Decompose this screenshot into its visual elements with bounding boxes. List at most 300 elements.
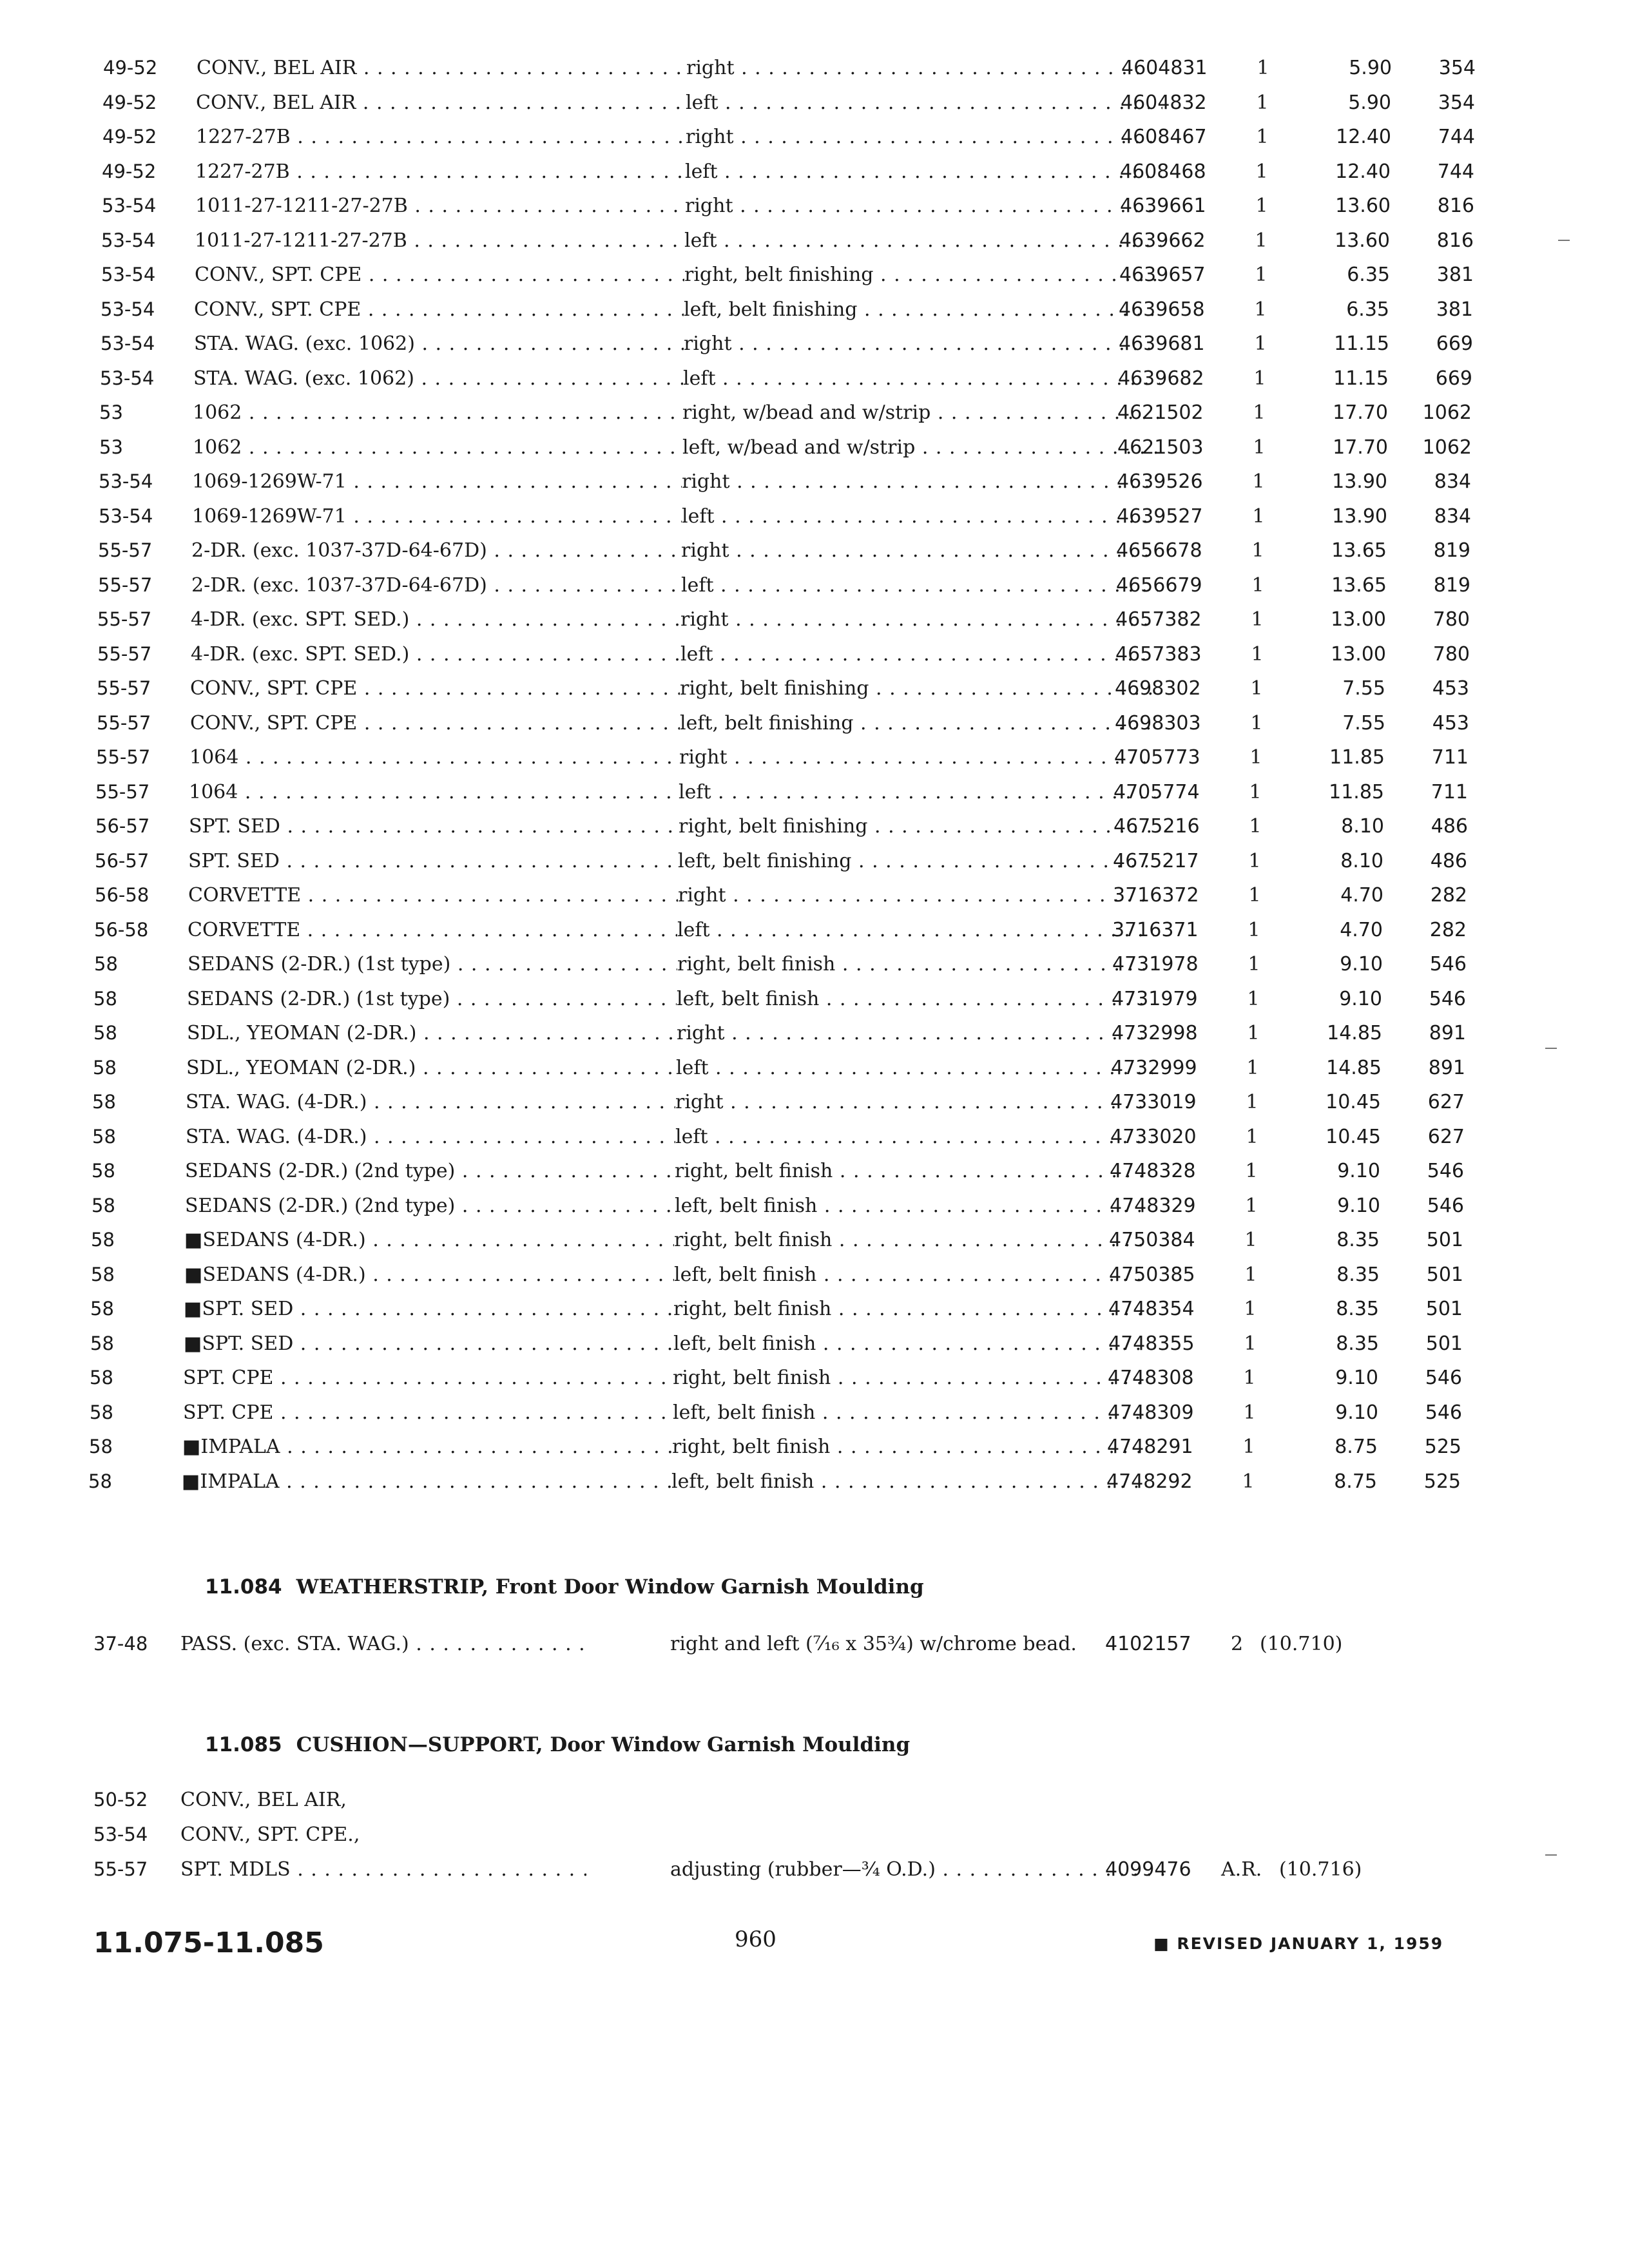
price-cell: 9.10 <box>1337 1194 1380 1217</box>
price-cell: 8.10 <box>1340 849 1383 872</box>
price-cell: 5.90 <box>1348 91 1391 114</box>
page-range: 11.075-11.085 <box>93 1927 324 1959</box>
price-code-cell: 501 <box>1426 1263 1463 1286</box>
model-cell: CONV., SPT. CPE., <box>180 1823 360 1846</box>
price-code-cell: 891 <box>1429 1022 1466 1044</box>
description-cell: right . . . <box>686 57 1163 79</box>
scan-edge-mark <box>1545 1854 1557 1856</box>
description-cell: right . . . <box>684 332 1161 355</box>
section-heading-11-085 <box>205 1733 910 1756</box>
table-row <box>87 361 1472 396</box>
year-cell: 53-54 <box>99 505 153 527</box>
description-cell: left, belt finish . . . <box>675 1195 1152 1217</box>
quantity-cell: 1 <box>1248 953 1260 975</box>
page-number: 960 <box>735 1927 776 1952</box>
year-cell: 55-57 <box>97 677 151 699</box>
description-cell: right . . . <box>681 539 1158 562</box>
year-cell: 49-52 <box>102 91 157 113</box>
table-row <box>84 671 1469 706</box>
quantity-cell: 1 <box>1251 539 1264 562</box>
price-cell: 14.85 <box>1327 1022 1382 1044</box>
part-number-cell: 4698302 <box>1115 677 1201 700</box>
table-row <box>84 602 1470 637</box>
quantity-cell: 1 <box>1255 229 1268 252</box>
price-cell: 9.10 <box>1335 1367 1378 1389</box>
price-cell: 4.70 <box>1340 884 1383 907</box>
scan-edge-mark <box>1545 1048 1557 1049</box>
part-number-cell: 4748292 <box>1106 1470 1193 1493</box>
model-cell: CONV., SPT. CPE . . . <box>195 264 684 286</box>
table-row <box>86 464 1471 499</box>
price-cell: 8.10 <box>1341 815 1384 838</box>
part-number-cell: 4608467 <box>1121 126 1207 148</box>
price-code-cell: 819 <box>1433 573 1470 597</box>
price-cell: 8.75 <box>1334 1470 1377 1493</box>
description-cell: left . . . <box>679 781 1155 803</box>
section-number: 11.084 <box>205 1575 282 1599</box>
model-cell: 2-DR. (exc. 1037-37D-64-67D) . . . <box>191 539 681 562</box>
section-title: WEATHERSTRIP, Front Door Window Garnish Moulding <box>296 1575 924 1599</box>
table-row <box>77 1360 1462 1395</box>
year-cell: 49-52 <box>103 57 158 79</box>
quantity-cell: 1 <box>1246 1125 1258 1148</box>
model-cell: ■IMPALA . . . <box>182 1470 671 1493</box>
price-code-cell: 711 <box>1431 780 1468 803</box>
part-number-cell: 4698303 <box>1115 711 1201 735</box>
year-cell: 56-58 <box>94 918 149 941</box>
table-row <box>86 499 1471 533</box>
model-cell: SDL., YEOMAN (2-DR.) . . . <box>186 1057 676 1079</box>
model-cell: SPT. CPE . . . <box>183 1367 673 1389</box>
table-row <box>88 223 1474 258</box>
year-cell: 58 <box>92 1091 116 1113</box>
price-code-cell: 1062 <box>1422 436 1472 459</box>
price-code-cell: 354 <box>1438 91 1475 114</box>
model-cell: 1064 . . . <box>189 746 679 769</box>
price-cell: 13.90 <box>1332 505 1387 528</box>
year-cell: 58 <box>94 953 118 975</box>
part-number-cell: 4731978 <box>1112 953 1199 975</box>
quantity-cell: 1 <box>1243 1401 1256 1424</box>
model-cell: SEDANS (2-DR.) (2nd type) . . . <box>185 1160 675 1182</box>
model-cell: CONV., SPT. CPE . . . <box>194 298 684 321</box>
year-cell: 58 <box>88 1470 112 1492</box>
model-cell: STA. WAG. (4-DR.) . . . <box>186 1091 675 1113</box>
quantity-cell: 1 <box>1248 918 1260 941</box>
price-code-cell: 780 <box>1432 608 1470 631</box>
description-cell: left, belt finishing . . . <box>678 850 1155 872</box>
year-cell: 53-54 <box>102 195 157 216</box>
model-cell: ■SEDANS (4-DR.) . . . <box>184 1264 674 1286</box>
model-cell: CORVETTE . . . <box>188 919 677 941</box>
price-cell: 13.00 <box>1331 608 1386 631</box>
quantity-cell: 1 <box>1247 1022 1260 1044</box>
model-cell: ■SEDANS (4-DR.) . . . <box>184 1229 674 1251</box>
table-row <box>86 395 1472 430</box>
year-cell: 49-52 <box>102 160 157 182</box>
price-cell: 13.65 <box>1331 573 1387 597</box>
part-number-cell: 4733019 <box>1110 1091 1197 1113</box>
price-code-cell: 453 <box>1432 711 1469 735</box>
part-number-cell: 4748291 <box>1107 1436 1193 1458</box>
year-cell: 58 <box>93 1056 117 1079</box>
model-cell: 1069-1269W-71 . . . <box>192 505 682 528</box>
model-cell: SPT. SED . . . <box>189 815 679 838</box>
price-code-cell: 546 <box>1425 1401 1462 1424</box>
table-row <box>85 568 1470 602</box>
price-code-cell: 780 <box>1432 642 1470 666</box>
table-row <box>79 1153 1464 1188</box>
description-cell: right . . . <box>677 1022 1153 1044</box>
price-cell: 8.35 <box>1336 1298 1379 1320</box>
model-cell: SPT. MDLS . . . <box>180 1858 586 1881</box>
price-code-cell: 501 <box>1426 1229 1463 1251</box>
description-cell: right . . . <box>679 746 1156 769</box>
part-number-cell: 4748355 <box>1108 1332 1195 1355</box>
price-cell: 8.75 <box>1335 1436 1378 1458</box>
model-cell: SEDANS (2-DR.) (1st type) . . . <box>188 953 677 975</box>
reference-cell: (10.716) <box>1279 1858 1362 1881</box>
year-cell: 58 <box>89 1436 113 1457</box>
quantity-cell: 1 <box>1248 849 1261 872</box>
table-row <box>81 981 1466 1016</box>
part-number-cell: 4099476 <box>1105 1858 1191 1881</box>
price-code-cell: 546 <box>1429 987 1466 1010</box>
part-number-cell: 4748309 <box>1108 1401 1194 1424</box>
table-row <box>90 119 1475 154</box>
price-cell: 13.60 <box>1335 195 1391 217</box>
part-number-cell: 4656679 <box>1116 573 1202 597</box>
year-cell: 53-54 <box>101 298 155 320</box>
model-cell: SDL., YEOMAN (2-DR.) . . . <box>187 1022 677 1044</box>
quantity-cell: 1 <box>1246 1056 1259 1079</box>
part-number-cell: 4748308 <box>1108 1367 1194 1389</box>
table-row <box>76 1429 1461 1464</box>
price-code-cell: 711 <box>1431 746 1469 769</box>
part-number-cell: 4102157 <box>1105 1633 1191 1655</box>
part-number-cell: 4639662 <box>1119 229 1206 252</box>
price-cell: 13.90 <box>1332 470 1387 493</box>
year-cell: 58 <box>90 1332 114 1354</box>
model-cell: 1011-27-1211-27-27B . . . <box>195 229 684 252</box>
part-number-cell: 4750385 <box>1109 1263 1195 1286</box>
year-cell: 53 <box>99 436 123 458</box>
part-number-cell: 4657382 <box>1115 608 1202 631</box>
model-cell: 1227-27B . . . <box>195 160 685 183</box>
quantity-cell: 1 <box>1255 264 1268 286</box>
quantity-cell: 1 <box>1257 57 1269 79</box>
part-number-cell: 4639658 <box>1119 298 1205 321</box>
price-code-cell: 669 <box>1435 367 1472 390</box>
description-cell: left, belt finishing . . . <box>680 712 1157 735</box>
price-cell: 17.70 <box>1333 436 1388 459</box>
description-cell: right . . . <box>686 126 1162 148</box>
year-cell: 58 <box>90 1298 114 1320</box>
table-row <box>85 533 1470 568</box>
year-cell: 50-52 <box>93 1789 148 1811</box>
price-cell: 8.35 <box>1336 1229 1380 1251</box>
year-cell: 55-57 <box>97 608 152 630</box>
part-number-cell: 4639661 <box>1120 195 1206 217</box>
year-cell: 53-54 <box>101 332 155 354</box>
table-row <box>77 1291 1463 1326</box>
price-cell: 11.15 <box>1334 332 1389 355</box>
price-code-cell: 627 <box>1427 1125 1465 1148</box>
part-number-cell: 4748329 <box>1110 1194 1196 1217</box>
year-cell: 53-54 <box>99 470 153 492</box>
year-cell: 58 <box>90 1367 113 1389</box>
part-number-cell: 3716371 <box>1112 918 1199 941</box>
description-cell: left . . . <box>681 574 1158 597</box>
price-code-cell: 501 <box>1425 1298 1463 1320</box>
table-row <box>89 188 1474 223</box>
year-cell: 58 <box>92 1194 115 1216</box>
reference-cell: (10.710) <box>1260 1633 1343 1655</box>
description-cell: right, belt finish . . . <box>677 953 1154 975</box>
part-number-cell: 4639527 <box>1117 505 1203 528</box>
quantity-cell: 1 <box>1254 332 1267 355</box>
table-row <box>82 774 1468 809</box>
quantity-cell: 1 <box>1247 987 1260 1010</box>
price-cell: 6.35 <box>1346 298 1389 321</box>
quantity-cell: 1 <box>1249 746 1262 769</box>
revision-note: ■ REVISED JANUARY 1, 1959 <box>1153 1934 1444 1953</box>
table-row <box>90 1858 1476 1893</box>
description-cell: left, belt finish . . . <box>673 1401 1150 1424</box>
year-cell: 58 <box>92 1125 116 1148</box>
year-cell: 58 <box>92 1160 115 1182</box>
table-row <box>88 292 1473 327</box>
part-number-cell: 4675217 <box>1113 849 1199 872</box>
table-row <box>90 1823 1476 1858</box>
part-number-cell: 4732998 <box>1112 1022 1198 1044</box>
section-number: 11.085 <box>205 1733 282 1756</box>
quantity-cell: 1 <box>1246 1091 1258 1113</box>
quantity-cell: A.R. <box>1221 1858 1262 1881</box>
year-cell: 58 <box>93 1022 117 1044</box>
price-cell: 9.10 <box>1335 1401 1378 1424</box>
price-code-cell: 816 <box>1436 229 1474 252</box>
year-cell: 53-54 <box>93 1823 148 1845</box>
quantity-cell: 1 <box>1244 1263 1257 1286</box>
model-cell: SEDANS (2-DR.) (2nd type) . . . <box>185 1195 675 1217</box>
year-cell: 55-57 <box>97 642 152 665</box>
part-number-cell: 3716372 <box>1113 884 1199 907</box>
model-cell: 1227-27B . . . <box>196 126 686 148</box>
price-code-cell: 669 <box>1436 332 1473 355</box>
model-cell: 1069-1269W-71 . . . <box>192 470 682 493</box>
price-code-cell: 744 <box>1438 126 1475 148</box>
quantity-cell: 1 <box>1245 1194 1258 1217</box>
price-cell: 6.35 <box>1347 264 1390 286</box>
part-number-cell: 4732999 <box>1111 1056 1197 1079</box>
table-row <box>79 1084 1465 1119</box>
description-cell: left . . . <box>680 643 1157 666</box>
part-number-cell: 4705773 <box>1114 746 1200 769</box>
year-cell: 58 <box>90 1401 113 1423</box>
description-cell: right, w/bead and w/strip . . . <box>682 401 1159 424</box>
model-cell: CORVETTE . . . <box>188 884 678 907</box>
description-cell: left . . . <box>686 91 1162 114</box>
part-number-cell: 4639657 <box>1119 264 1206 286</box>
price-code-cell: 546 <box>1425 1367 1462 1389</box>
description-cell: right, belt finishing . . . <box>680 677 1157 700</box>
year-cell: 58 <box>91 1263 115 1285</box>
table-row <box>90 50 1476 85</box>
year-cell: 58 <box>91 1229 115 1251</box>
model-cell: 1064 . . . <box>189 781 679 803</box>
price-cell: 12.40 <box>1335 160 1391 183</box>
price-cell: 4.70 <box>1340 918 1383 941</box>
table-row <box>75 1464 1461 1499</box>
price-code-cell: 834 <box>1434 505 1471 528</box>
table-row <box>84 637 1470 671</box>
model-cell: SPT. CPE . . . <box>183 1401 673 1424</box>
table-row <box>88 257 1474 292</box>
model-cell: STA. WAG. (exc. 1062) . . . <box>194 332 684 355</box>
description-cell: right, belt finish . . . <box>674 1229 1151 1251</box>
table-row <box>90 1633 1476 1667</box>
quantity-cell: 1 <box>1254 298 1267 321</box>
part-number-cell: 4748328 <box>1110 1160 1196 1182</box>
year-cell: 53-54 <box>100 367 155 389</box>
price-code-cell: 891 <box>1428 1056 1465 1079</box>
description-cell: right . . . <box>678 884 1155 907</box>
table-row <box>78 1222 1463 1257</box>
price-code-cell: 1062 <box>1422 401 1472 424</box>
price-cell: 14.85 <box>1326 1056 1382 1079</box>
model-cell: SPT. SED . . . <box>188 850 678 872</box>
part-number-cell: 4750384 <box>1109 1229 1195 1251</box>
part-number-cell: 4731979 <box>1112 987 1198 1010</box>
year-cell: 37-48 <box>93 1633 148 1655</box>
price-code-cell: 525 <box>1423 1470 1461 1493</box>
part-number-cell: 4639681 <box>1119 332 1205 355</box>
price-code-cell: 282 <box>1430 884 1467 907</box>
table-row <box>77 1326 1463 1361</box>
price-cell: 9.10 <box>1340 953 1383 975</box>
model-cell: ■SPT. SED . . . <box>184 1332 673 1355</box>
part-number-cell: 4604832 <box>1121 91 1207 114</box>
table-row <box>83 740 1469 774</box>
year-cell: 53-54 <box>101 264 156 285</box>
model-cell: 4-DR. (exc. SPT. SED.) . . . <box>191 643 680 666</box>
price-code-cell: 381 <box>1436 298 1473 321</box>
price-cell: 11.15 <box>1333 367 1389 390</box>
description-cell: left, belt finishing . . . <box>684 298 1161 321</box>
price-cell: 7.55 <box>1342 677 1385 700</box>
price-cell: 8.35 <box>1336 1332 1379 1355</box>
quantity-cell: 1 <box>1249 780 1262 803</box>
price-code-cell: 381 <box>1436 264 1474 286</box>
model-cell: ■SPT. SED . . . <box>184 1298 673 1320</box>
model-cell: STA. WAG. (4-DR.) . . . <box>186 1126 675 1148</box>
description-cell: right . . . <box>680 608 1157 631</box>
part-number-cell: 4639526 <box>1117 470 1203 493</box>
quantity-cell: 1 <box>1255 195 1268 217</box>
year-cell: 58 <box>93 987 117 1010</box>
price-cell: 11.85 <box>1329 780 1384 803</box>
description-cell: left . . . <box>683 367 1160 390</box>
parts-table <box>88 50 1476 1498</box>
table-row <box>78 1257 1463 1292</box>
price-code-cell: 354 <box>1438 57 1476 79</box>
part-number-cell: 4705774 <box>1113 780 1200 803</box>
year-cell: 56-57 <box>95 815 150 837</box>
price-cell: 10.45 <box>1325 1091 1381 1113</box>
price-code-cell: 744 <box>1437 160 1474 183</box>
description-cell: left, belt finish . . . <box>674 1264 1151 1286</box>
year-cell: 49-52 <box>102 126 157 148</box>
section-title: CUSHION—SUPPORT, Door Window Garnish Moulding <box>296 1733 911 1756</box>
description-cell: right, belt finishing . . . <box>679 815 1155 838</box>
quantity-cell: 1 <box>1244 1332 1257 1355</box>
quantity-cell: 1 <box>1255 160 1268 183</box>
quantity-cell: 1 <box>1252 470 1265 493</box>
quantity-cell: 1 <box>1244 1298 1257 1320</box>
table-row <box>81 1015 1466 1050</box>
price-code-cell: 819 <box>1433 539 1470 562</box>
table-row <box>81 912 1467 947</box>
table-row <box>90 85 1475 120</box>
description-cell: right, belt finish . . . <box>675 1160 1152 1182</box>
quantity-cell: 1 <box>1250 677 1263 700</box>
model-cell: 4-DR. (exc. SPT. SED.) . . . <box>191 608 680 631</box>
price-code-cell: 486 <box>1431 815 1468 838</box>
description-cell: left, w/bead and w/strip . . . <box>682 436 1159 459</box>
model-cell: CONV., BEL AIR, <box>180 1789 347 1811</box>
section-heading-11-084 <box>205 1575 924 1599</box>
description-cell: left, belt finish . . . <box>677 988 1153 1010</box>
description-cell: left . . . <box>677 919 1154 941</box>
description-cell: left . . . <box>676 1057 1153 1079</box>
description-cell: left . . . <box>682 505 1159 528</box>
price-code-cell: 546 <box>1427 1194 1464 1217</box>
part-number-cell: 4621502 <box>1117 401 1204 424</box>
price-cell: 10.45 <box>1325 1125 1381 1148</box>
year-cell: 55-57 <box>95 780 150 803</box>
quantity-cell: 1 <box>1250 711 1263 735</box>
price-cell: 7.55 <box>1342 711 1385 735</box>
quantity-cell: 1 <box>1242 1436 1255 1458</box>
quantity-cell: 1 <box>1253 401 1266 424</box>
year-cell: 55-57 <box>98 573 153 596</box>
year-cell: 55-57 <box>98 539 153 561</box>
price-code-cell: 546 <box>1427 1160 1464 1182</box>
model-cell: 2-DR. (exc. 1037-37D-64-67D) . . . <box>191 574 681 597</box>
model-cell: CONV., BEL AIR . . . <box>196 91 686 114</box>
table-row <box>79 1188 1464 1223</box>
part-number-cell: 4608468 <box>1120 160 1206 183</box>
price-code-cell: 834 <box>1434 470 1471 493</box>
table-row <box>82 809 1468 843</box>
quantity-cell: 1 <box>1251 573 1264 597</box>
year-cell: 56-58 <box>95 884 149 906</box>
price-code-cell: 525 <box>1424 1436 1461 1458</box>
description-cell: left, belt finish . . . <box>673 1332 1150 1355</box>
quantity-cell: 1 <box>1243 1367 1256 1389</box>
year-cell: 55-57 <box>96 746 151 768</box>
part-number-cell: 4639682 <box>1118 367 1204 390</box>
quantity-cell: 1 <box>1249 815 1262 838</box>
quantity-cell: 2 <box>1231 1633 1244 1655</box>
part-number-cell: 4604831 <box>1121 57 1208 79</box>
quantity-cell: 1 <box>1256 126 1269 148</box>
table-row <box>82 878 1467 912</box>
quantity-cell: 1 <box>1242 1470 1255 1493</box>
quantity-cell: 1 <box>1248 884 1261 907</box>
quantity-cell: 1 <box>1253 436 1266 459</box>
